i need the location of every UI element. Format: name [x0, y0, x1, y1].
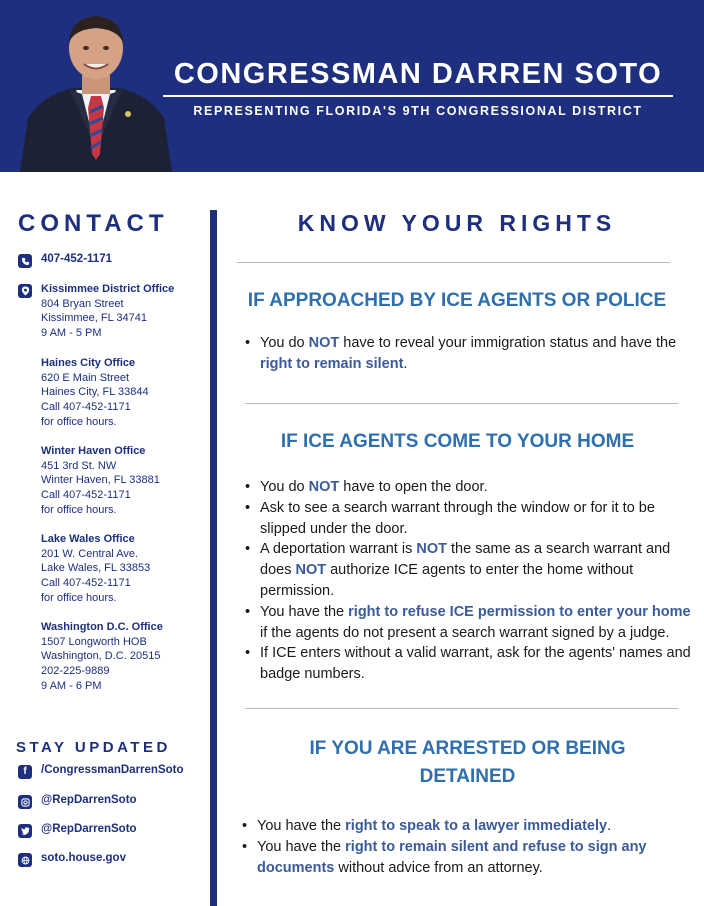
social-instagram[interactable]: [18, 794, 137, 809]
website-link[interactable]: soto.house.gov: [41, 852, 126, 864]
office-line: Call 407-452-1171: [41, 489, 131, 502]
office-kissimmee: [41, 282, 174, 341]
office-lake-wales: [41, 532, 150, 606]
section-divider: [245, 708, 678, 709]
instagram-handle[interactable]: @RepDarrenSoto: [41, 794, 137, 806]
office-line: 9 AM - 6 PM: [41, 679, 102, 692]
section-divider: [245, 403, 678, 404]
header-banner: [0, 0, 704, 172]
office-line: Call 407-452-1171: [41, 401, 131, 414]
office-name: Kissimmee District Office: [41, 283, 175, 295]
bullet-item: • You have the right to speak to a lawyer immediately.: [242, 816, 682, 837]
office-line: Call 407-452-1171: [41, 577, 131, 590]
column-divider: [210, 210, 217, 906]
congressman-portrait: [20, 10, 172, 172]
office-line: 804 Bryan Street: [41, 297, 124, 310]
office-line: 1507 Longworth HOB: [41, 635, 147, 648]
approached-bullet-list: [245, 333, 690, 375]
section-heading-arrested: IF YOU ARE ARRESTED OR BEING DETAINED: [309, 738, 626, 787]
office-line: for office hours.: [41, 591, 117, 604]
office-line: for office hours.: [41, 415, 117, 428]
bullet-item: • You do NOT have to open the door.: [245, 477, 695, 498]
office-name: Washington D.C. Office: [41, 621, 163, 633]
office-line: for office hours.: [41, 503, 117, 516]
office-name: Winter Haven Office: [41, 445, 146, 457]
globe-icon: [18, 853, 32, 867]
bullet-item: • Ask to see a search warrant through the window or for it to be slipped under the door.: [245, 498, 695, 540]
phone-number[interactable]: 407-452-1171: [41, 253, 112, 265]
bullet-item: • If ICE enters without a valid warrant, ask for the agents' names and badge numbers.: [245, 643, 695, 685]
congressman-name: CONGRESSMAN DARREN SOTO: [173, 58, 663, 90]
instagram-icon: [18, 795, 32, 809]
office-line: Washington, D.C. 20515: [41, 650, 161, 663]
facebook-icon: f: [18, 765, 32, 779]
office-line: 9 AM - 5 PM: [41, 327, 102, 340]
section-heading-home: IF ICE AGENTS COME TO YOUR HOME: [280, 431, 635, 452]
office-line: Kissimmee, FL 34741: [41, 312, 147, 325]
phone-icon: [18, 254, 32, 268]
title-underline: [163, 95, 673, 97]
office-line: 202-225-9889: [41, 665, 110, 678]
stay-updated-heading: STAY UPDATED: [16, 739, 171, 756]
district-subtitle: REPRESENTING FLORIDA'S 9TH CONGRESSIONAL DISTRICT: [193, 104, 643, 118]
bullet-item: • You do NOT have to reveal your immigration status and have the right to remain silent.: [245, 333, 690, 375]
office-washington-dc: [41, 620, 163, 694]
office-line: 620 E Main Street: [41, 371, 130, 384]
office-winter-haven: [41, 444, 160, 518]
twitter-handle[interactable]: @RepDarrenSoto: [41, 823, 137, 835]
office-line: Haines City, FL 33844: [41, 386, 149, 399]
home-bullet-list: [245, 477, 695, 685]
office-haines-city: [41, 356, 149, 430]
bullet-item: • You have the right to remain silent and refuse to sign any documents without advice from an attorney.: [242, 837, 682, 879]
office-line: Lake Wales, FL 33853: [41, 562, 151, 575]
office-name: Haines City Office: [41, 357, 136, 369]
bullet-item: • You have the right to refuse ICE permission to enter your home if the agents do not present a search warrant signed by a judge.: [245, 602, 695, 644]
social-website[interactable]: [18, 852, 126, 867]
office-name: Lake Wales Office: [41, 533, 135, 545]
phone-contact: [18, 253, 112, 268]
facebook-handle[interactable]: /CongressmanDarrenSoto: [41, 764, 184, 776]
office-line: Winter Haven, FL 33881: [41, 474, 160, 487]
social-facebook[interactable]: [18, 764, 184, 779]
arrested-bullet-list: [242, 816, 682, 878]
twitter-bird-icon: [18, 824, 32, 838]
contact-heading: CONTACT: [18, 210, 169, 237]
section-divider: [237, 262, 670, 263]
social-twitter[interactable]: [18, 823, 137, 838]
know-your-rights-title: KNOW YOUR RIGHTS: [297, 210, 617, 236]
location-pin-icon: [18, 284, 32, 298]
section-heading-approached: IF APPROACHED BY ICE AGENTS OR POLICE: [247, 290, 667, 311]
bullet-item: • A deportation warrant is NOT the same as a search warrant and does NOT authorize ICE agents to enter the home without permission.: [245, 539, 695, 601]
office-line: 201 W. Central Ave.: [41, 547, 139, 560]
location-marker: [18, 283, 41, 298]
office-line: 451 3rd St. NW: [41, 459, 117, 472]
